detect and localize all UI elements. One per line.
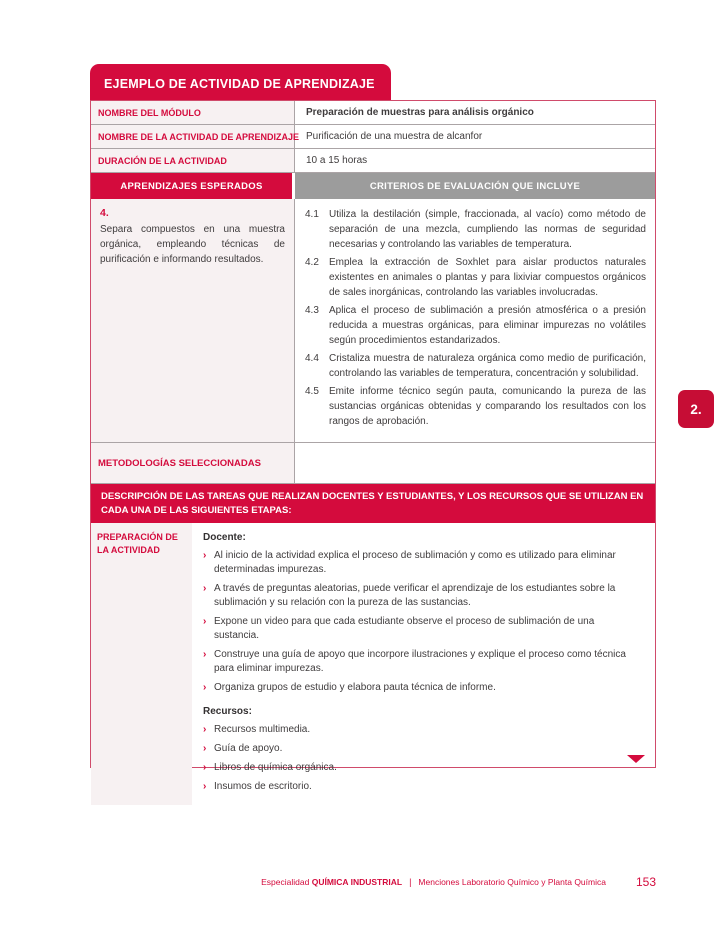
bullet-text: Insumos de escritorio. [214,781,312,792]
bullet-arrow-icon: › [203,762,207,773]
page-number: 153 [635,875,656,889]
criterion-text: Aplica el proceso de sublimación a presión atmosférica o a presión reducida a muestras orgánicas, para eliminar impurezas no volátiles según procedimientos estandarizados. [329,305,646,346]
info-row-label: NOMBRE DEL MÓDULO [91,101,295,124]
criteria-cell [295,199,655,442]
bullet-arrow-icon: › [203,682,207,693]
bullet-arrow-icon: › [203,550,207,561]
criterion-text: Emplea la extracción de Soxhlet para aislar productos naturales existentes en animales o plantas y para lixiviar compuestos orgánicos de sales inorgánicas, controlando las variables involucradas. [329,257,646,298]
criterion-item [305,384,646,429]
criterion-number: 4.1 [305,209,319,220]
docente-bullet-item [203,681,641,695]
recurso-bullet-item [203,723,641,737]
bullet-text: Expone un video para que cada estudiante observe el proceso de sublimación de una sustancia. [214,616,595,641]
bullet-arrow-icon: › [203,724,207,735]
objective-text: Separa compuestos en una muestra orgánica, empleando técnicas de purificación e informando resultados. [100,224,285,265]
bullet-text: Al inicio de la actividad explica el proceso de sublimación y como es utilizado para eliminar determinadas impurezas. [214,550,616,575]
objective-criteria-row [91,199,655,443]
recursos-block [203,706,641,794]
criterion-text: Cristaliza muestra de naturaleza orgánica como medio de purificación, controlando las variables de temperatura, concentración y solubilidad. [329,353,646,379]
methodologies-values [295,443,655,483]
footer-specialty: Especialidad QUÍMICA INDUSTRIAL [261,877,403,887]
description-banner: DESCRIPCIÓN DE LAS TAREAS QUE REALIZAN DOCENTES Y ESTUDIANTES, Y LOS RECURSOS QUE SE UTILIZAN EN CADA UNA DE LAS SIGUIENTES ETAPAS: [91,484,655,523]
info-row [91,125,655,149]
criterion-number: 4.5 [305,386,319,397]
preparation-content [192,523,655,805]
page-footer [90,874,656,890]
bullet-text: Libros de química orgánica. [214,762,337,773]
info-row [91,101,655,125]
footer-divider: | [409,877,412,887]
info-row [91,149,655,173]
criterion-text: Utiliza la destilación (simple, fraccionada, al vacío) como método de separación de una mezcla, cumpliendo las normas de seguridad necesarias y controlando las variables de temperatura. [329,209,646,250]
bullet-arrow-icon: › [203,583,207,594]
bullet-text: Construye una guía de apoyo que incorpore ilustraciones y explique el proceso como técnica para eliminar impurezas. [214,649,626,674]
bullet-text: Recursos multimedia. [214,724,311,735]
docente-heading: Docente: [203,532,246,543]
continuation-arrow-icon [627,755,645,763]
info-row-label: NOMBRE DE LA ACTIVIDAD DE APRENDIZAJE [91,125,295,148]
criterion-item [305,351,646,381]
bullet-text: Guía de apoyo. [214,743,283,754]
recurso-bullet-item [203,761,641,775]
activity-table [90,100,656,792]
chapter-tab: 2. [678,390,714,428]
info-row-value: Purificación de una muestra de alcanfor [306,131,483,142]
recurso-bullet-item [203,780,641,794]
methodologies-row [91,443,655,484]
header-aprendizajes: APRENDIZAJES ESPERADOS [91,173,295,199]
criterion-text: Emite informe técnico según pauta, comunicando la pureza de las sustancias orgánicas obtenidas y comparando los resultados con los rangos de aprobación. [329,386,646,427]
preparation-row [91,523,655,805]
footer-mentions: Menciones Laboratorio Químico y Planta Química [418,877,606,887]
criterion-item [305,255,646,300]
criterion-number: 4.2 [305,257,319,268]
docente-bullet-item [203,549,641,577]
bullet-text: Organiza grupos de estudio y elabora pauta técnica de informe. [214,682,496,693]
docente-bullet-item [203,615,641,643]
info-row-label: DURACIÓN DE LA ACTIVIDAD [91,149,295,172]
criterion-item [305,207,646,252]
bullet-arrow-icon: › [203,616,207,627]
recursos-heading: Recursos: [203,706,252,717]
criterion-item [305,303,646,348]
methodologies-label: METODOLOGÍAS SELECCIONADAS [91,443,295,483]
recurso-bullet-item [203,742,641,756]
bullet-arrow-icon: › [203,781,207,792]
info-row-value: 10 a 15 horas [306,155,368,166]
header-criterios: CRITERIOS DE EVALUACIÓN QUE INCLUYE [295,173,655,199]
info-row-value: Preparación de muestras para análisis orgánico [306,107,534,118]
bullet-arrow-icon: › [203,649,207,660]
objective-number: 4. [100,207,109,219]
bullet-text: A través de preguntas aleatorias, puede verificar el aprendizaje de los estudiantes sobre la sublimación y su relación con la pureza de las sustancias. [214,583,616,608]
table-header-row [91,173,655,199]
preparation-label: PREPARACIÓN DE LA ACTIVIDAD [91,523,192,805]
docente-bullet-item [203,648,641,676]
objective-cell [91,199,295,442]
page-title: EJEMPLO DE ACTIVIDAD DE APRENDIZAJE [90,64,391,101]
bullet-arrow-icon: › [203,743,207,754]
criterion-number: 4.3 [305,305,319,316]
docente-bullet-item [203,582,641,610]
criterion-number: 4.4 [305,353,319,364]
